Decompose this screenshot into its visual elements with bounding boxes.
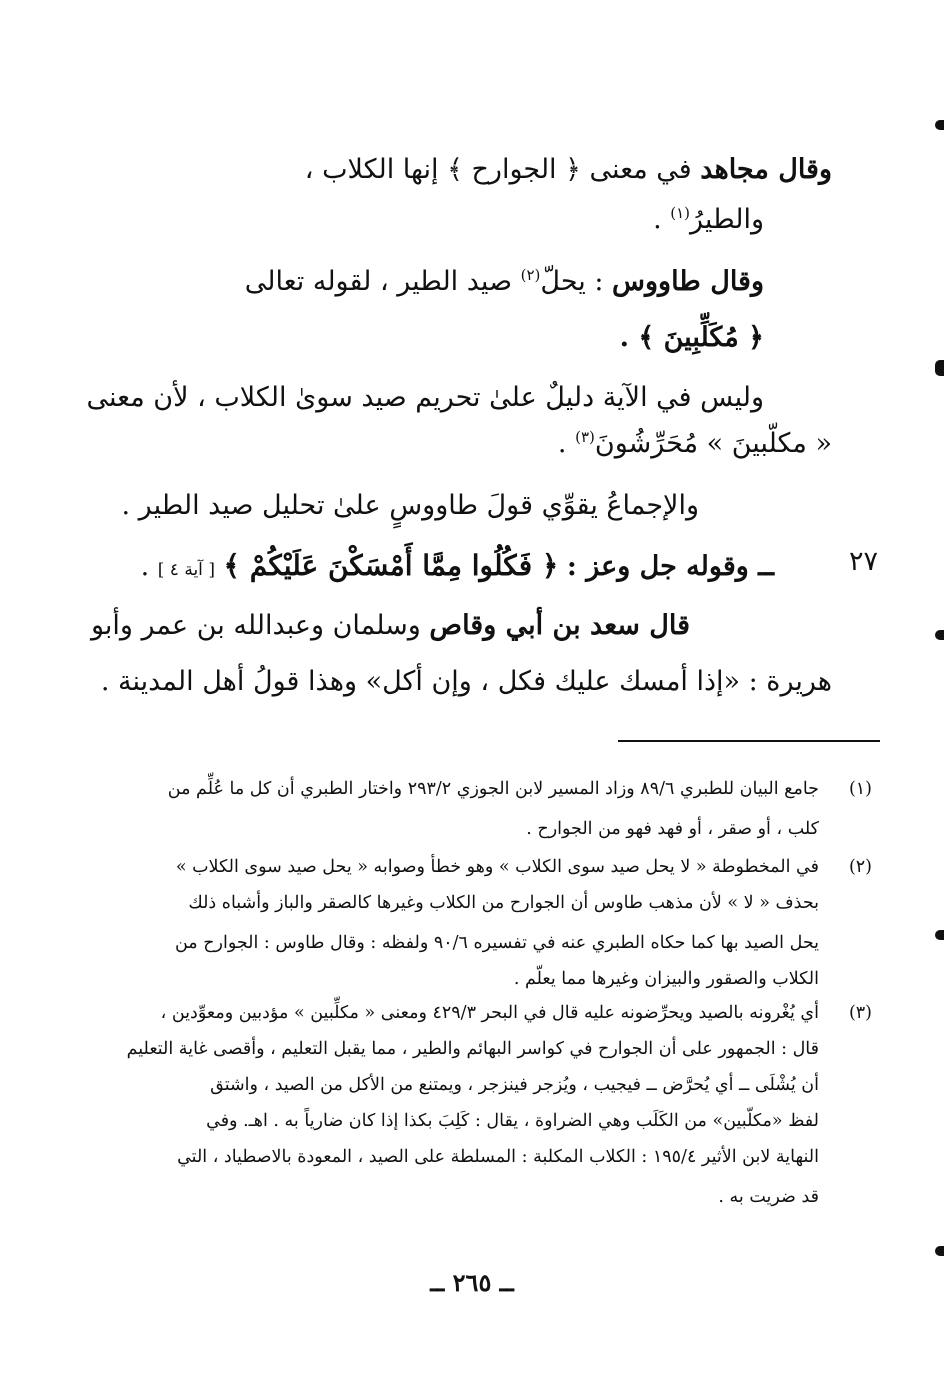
scan-edge-mark bbox=[935, 120, 944, 130]
quran-quote: ﴿ فَكُلُوا مِمَّا أَمْسَكْنَ عَلَيْكُمْ ﴾ bbox=[223, 549, 559, 582]
body-line bbox=[0, 150, 832, 190]
body-line bbox=[0, 318, 764, 358]
author-name: وقال طاووس bbox=[612, 266, 764, 297]
footnote-line: كلب ، أو صقر ، أو فهد فهو من الجوارح . bbox=[526, 819, 819, 839]
footnote-line: قال : الجمهور على أن الجوارح في كواسر البهائم والطير ، مما يقبل التعليم ، وأقصى غاية التعليم bbox=[126, 1039, 819, 1059]
footnote-ref: (١) bbox=[670, 204, 691, 222]
footnote-separator bbox=[618, 740, 880, 742]
footnote-line: في المخطوطة « لا يحل صيد سوى الكلاب » وهو خطأ وصوابه « يحل صيد سوى الكلاب » bbox=[175, 857, 819, 877]
footnote-line: جامع البيان للطبري ٨٩/٦ وزاد المسير لابن الجوزي ٢٩٣/٢ واختار الطبري أن كل ما عُلِّم من bbox=[167, 779, 819, 799]
body-text: والطيرُ bbox=[690, 204, 764, 235]
footnote-line: الكلاب والصقور والبيزان وغيرها مما يعلّم . bbox=[513, 969, 819, 989]
footnote-line: قد ضريت به . bbox=[718, 1187, 819, 1207]
body-line: قال سعد بن أبي وقاص وسلمان وعبدالله بن عمر وأبو bbox=[90, 610, 690, 641]
footnote-line: لفظ «مكلّبين» من الكَلَب وهي الضراوة ، يقال : كَلِبَ بكذا إذا كان ضارياً به . اهـ. وفي bbox=[206, 1111, 819, 1131]
verse-intro: ــ وقوله جل وعز : bbox=[566, 551, 774, 582]
footnote-line: أن يُشْلَى ــ أي يُحرَّض ــ فيجيب ، ويُزجر فينزجر ، ويمتنع من الأكل من الصيد ، واشتق bbox=[210, 1075, 819, 1095]
verse-reference: [ آية ٤ ] bbox=[157, 560, 215, 580]
body-line: والإجماعُ يقوِّي قولَ طاووسٍ علىٰ تحليل صيد الطير . bbox=[121, 490, 699, 521]
footnote-number: (٢) bbox=[848, 857, 872, 877]
author-name: قال سعد بن أبي وقاص bbox=[429, 610, 690, 641]
scan-edge-mark bbox=[935, 930, 944, 940]
body-line: هريرة : «إذا أمسك عليك فكل ، وإن أكل» وهذا قولُ أهل المدينة . bbox=[100, 666, 832, 697]
footnote-line: أي يُغْرونه بالصيد ويحرِّضونه عليه قال في البحر ٤٢٩/٣ ومعنى « مكلِّبين » مؤدبين ومعوِّدين ، bbox=[160, 1003, 819, 1023]
footnote-number: (٣) bbox=[848, 1003, 872, 1023]
body-line: وقال طاووس : يحلّ$^{(٢)}$ صيد الطير ، لقوله تعالى bbox=[244, 266, 764, 297]
footnote-number: (١) bbox=[848, 779, 872, 799]
footnote-line: بحذف « لا » لأن مذهب طاوس أن الجوارح من الكلاب وغيرها كالصقر والباز وأشباه ذلك bbox=[188, 893, 819, 913]
footnote-line: النهاية لابن الأثير ١٩٥/٤ : الكلاب المكلبة : المسلطة على الصيد ، المعودة بالاصطياد ، التي bbox=[177, 1147, 819, 1167]
quran-quote: ﴿ مُكَلِّبِينَ ﴾ . bbox=[619, 322, 764, 353]
footnote-ref: (٣) bbox=[575, 428, 595, 446]
body-line: والطيرُ$^{(١)}$ . bbox=[653, 204, 764, 235]
scan-edge-mark bbox=[935, 1246, 944, 1256]
scan-edge-mark bbox=[935, 360, 944, 376]
body-line: « مكلّبينَ » مُحَرِّشُونَ$^{(٣)}$ . bbox=[557, 428, 832, 459]
footnote-ref: (٢) bbox=[520, 266, 541, 284]
footnote-line: يحل الصيد بها كما حكاه الطبري عنه في تفسيره ٩٠/٦ ولفظه : وقال طاوس : الجوارح من bbox=[174, 933, 819, 953]
page-number: ــ ٢٦٥ ــ bbox=[430, 1268, 514, 1297]
verse-line: ــ وقوله جل وعز : ﴿ فَكُلُوا مِمَّا أَمْسَكْنَ عَلَيْكُمْ ﴾ [ آية ٤ ] . bbox=[140, 549, 774, 582]
body-line: وليس في الآية دليلٌ علىٰ تحريم صيد سوىٰ الكلاب ، لأن معنى bbox=[86, 382, 764, 413]
body-text: في معنى ﴿ الجوارح ﴾ إنها الكلاب ، bbox=[304, 154, 692, 185]
scan-edge-mark bbox=[935, 630, 944, 640]
author-name: وقال مجاهد bbox=[700, 154, 832, 185]
verse-number: ٢٧ bbox=[848, 546, 878, 577]
